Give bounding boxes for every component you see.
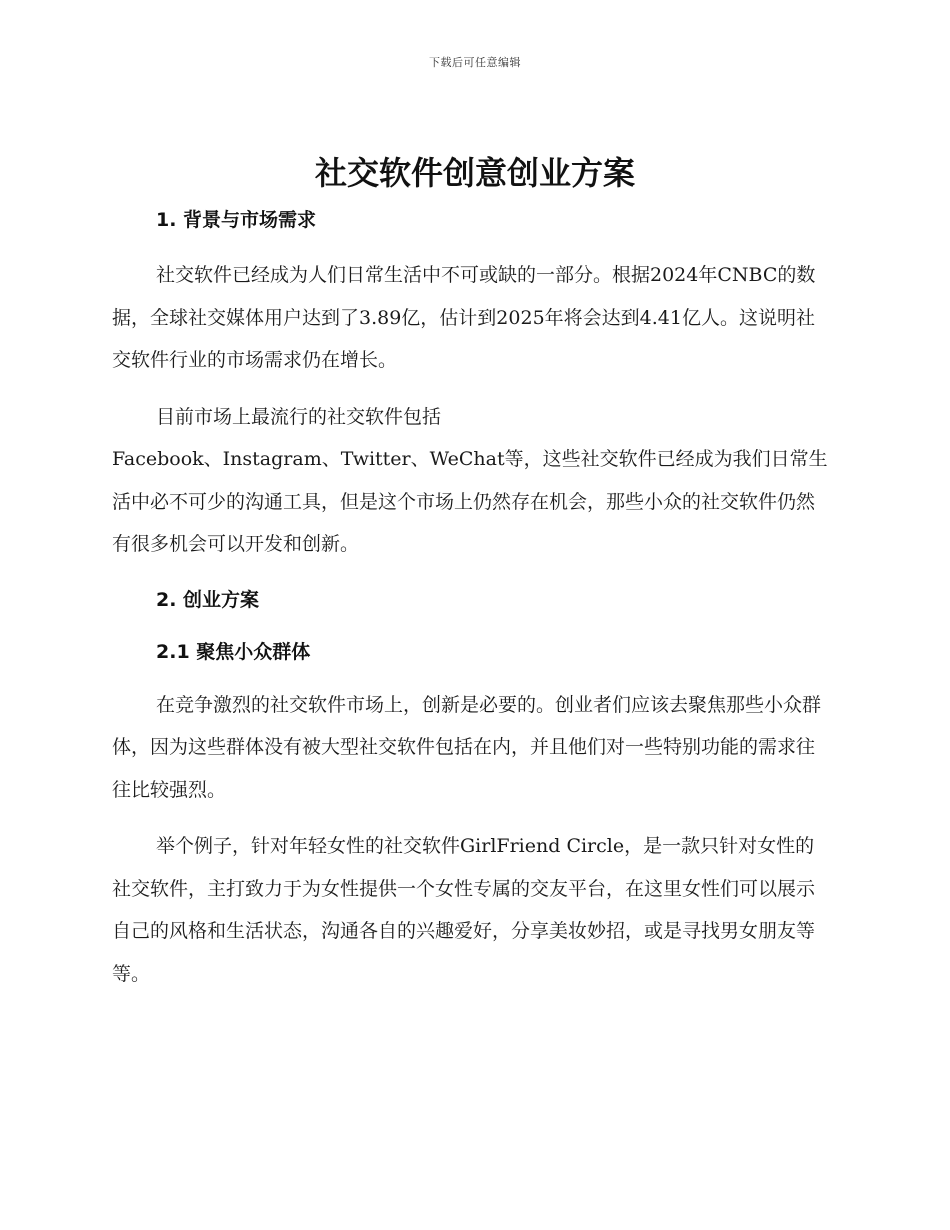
document-body (112, 202, 832, 995)
paragraph-market-data: 社交软件已经成为人们日常生活中不可或缺的一部分。根据2024年CNBC的数据，全球社交媒体用户达到了3.89亿，估计到2025年将会达到4.41亿人。这说明社交软件行业的市场需求仍在增长。 (112, 264, 816, 371)
paragraph-popular-apps-rest: Facebook、Instagram、Twitter、WeChat等，这些社交软件已经成为我们日常生活中必不可少的沟通工具，但是这个市场上仍然存在机会，那些小众的社交软件仍然有很多机会可以开发和创新。 (112, 448, 828, 555)
section-heading-background: 1. 背景与市场需求 (156, 209, 317, 231)
page-header: 下载后可任意编辑 (429, 56, 521, 69)
paragraph-popular-apps-lead: 目前市场上最流行的社交软件包括 (156, 405, 442, 428)
paragraph-popular-apps (112, 396, 832, 566)
paragraph-niche-groups: 在竞争激烈的社交软件市场上，创新是必要的。创业者们应该去聚焦那些小众群体，因为这些群体没有被大型社交软件包括在内，并且他们对一些特别功能的需求往往比较强烈。 (112, 693, 822, 801)
document-title: 社交软件创意创业方案 (314, 154, 635, 192)
section-heading-plan: 2. 创业方案 (156, 588, 260, 611)
paragraph-example: 举个例子，针对年轻女性的社交软件GirlFriend Circle，是一款只针对女性的社交软件，主打致力于为女性提供一个女性专属的交友平台，在这里女性们可以展示自己的风格和生活状态，沟通各自的兴趣爱好，分享美妆妙招，或是寻找男女朋友等等。 (112, 835, 816, 985)
subsection-heading-niche: 2.1 聚焦小众群体 (156, 640, 311, 663)
